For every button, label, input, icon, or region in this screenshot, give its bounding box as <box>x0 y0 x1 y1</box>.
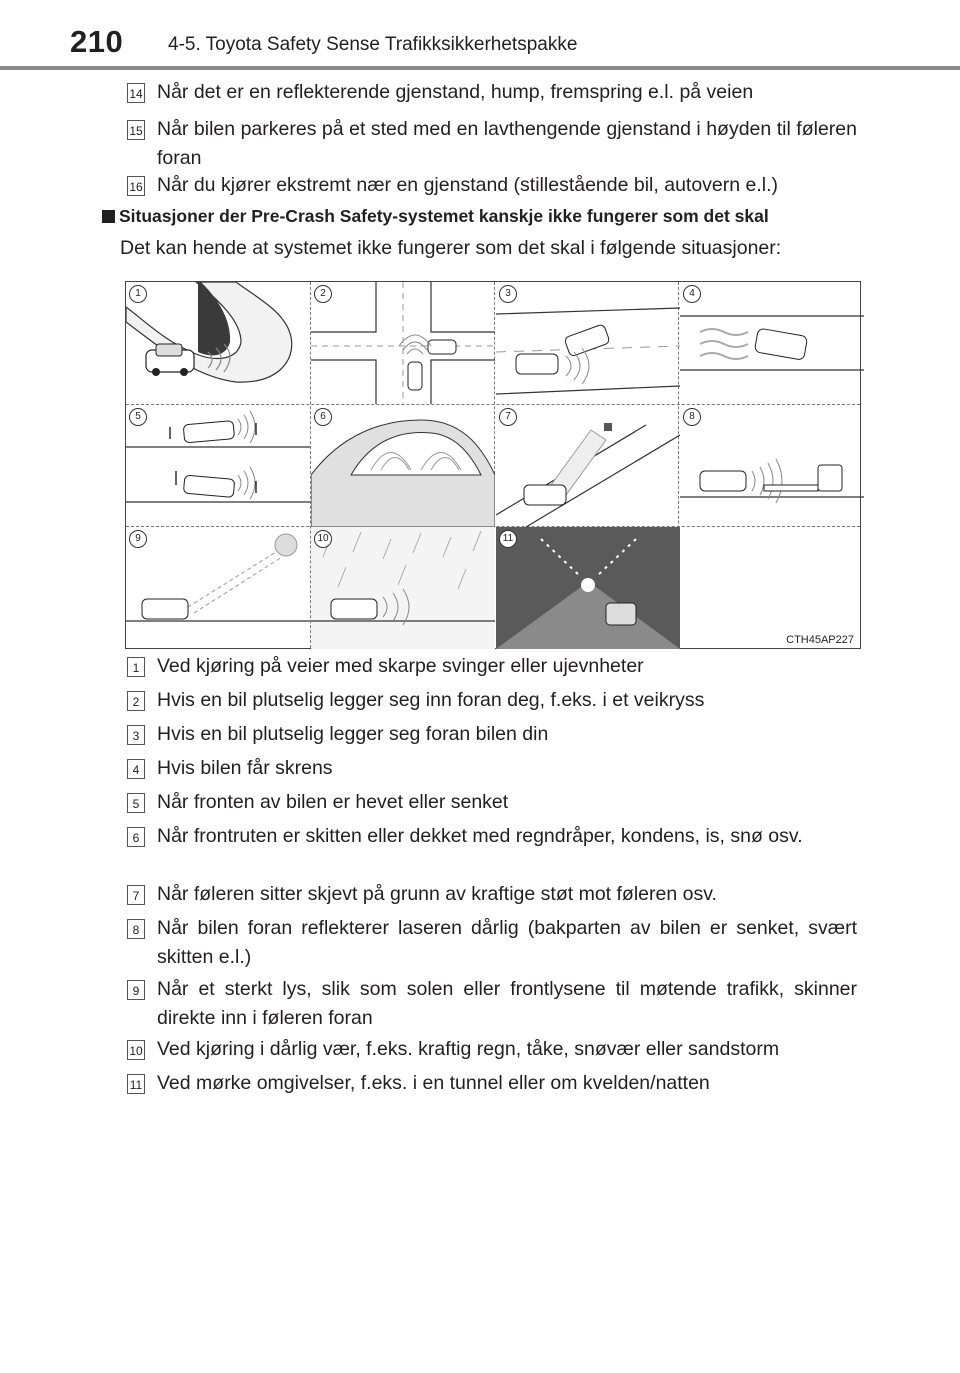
item-text: Når bilen parkeres på et sted med en lavthengende gjenstand i høyden til føleren foran <box>157 118 857 169</box>
illustration-grid <box>125 281 861 649</box>
item-number: 16 <box>127 176 145 196</box>
item-text: Når frontruten er skitten eller dekket med regndråper, kondens, is, snø osv. <box>157 825 803 847</box>
item-text: Når et sterkt lys, slik som solen eller frontlysene til møtende trafikk, skinner direkte inn i føleren foran <box>157 978 857 1029</box>
illustration-sharp-curve <box>126 282 310 404</box>
cell-number: 11 <box>499 530 517 548</box>
item-number: 11 <box>127 1074 145 1094</box>
cell-number: 3 <box>499 285 517 303</box>
illustration-tunnel <box>496 527 680 649</box>
list-item <box>127 880 857 909</box>
page-number: 210 <box>70 24 124 59</box>
square-bullet-icon <box>102 210 115 223</box>
item-number: 2 <box>127 691 145 711</box>
list-item <box>127 652 857 681</box>
cell-number: 8 <box>683 408 701 426</box>
item-number: 5 <box>127 793 145 813</box>
list-item <box>127 720 857 749</box>
illustration-raised-front <box>126 405 310 527</box>
item-number: 8 <box>127 919 145 939</box>
section-heading <box>102 206 769 227</box>
list-item <box>127 171 857 200</box>
item-text: Når føleren sitter skjevt på grunn av kraftige støt mot føleren osv. <box>157 883 717 905</box>
item-number: 6 <box>127 827 145 847</box>
item-text: Når fronten av bilen er hevet eller senket <box>157 791 509 813</box>
figure-code: CTH45AP227 <box>786 634 854 646</box>
list-item <box>127 78 857 107</box>
section-intro: Det kan hende at systemet ikke fungerer som det skal i følgende situasjoner: <box>120 237 782 259</box>
item-text: Hvis en bil plutselig legger seg foran bilen din <box>157 723 549 745</box>
cell-number: 1 <box>129 285 147 303</box>
item-number: 7 <box>127 885 145 905</box>
item-number: 4 <box>127 759 145 779</box>
cell-number: 7 <box>499 408 517 426</box>
illustration-dirty-windshield <box>311 405 495 527</box>
item-number: 1 <box>127 657 145 677</box>
item-text: Hvis en bil plutselig legger seg inn foran deg, f.eks. i et veikryss <box>157 689 705 711</box>
illustration-bad-weather <box>311 527 495 649</box>
list-item <box>127 788 857 817</box>
illustration-skid <box>680 282 864 404</box>
item-number: 9 <box>127 980 145 1000</box>
item-text: Ved kjøring i dårlig vær, f.eks. kraftig regn, tåke, snøvær eller sandstorm <box>157 1038 780 1060</box>
item-number: 14 <box>127 83 145 103</box>
list-item <box>127 1069 857 1098</box>
item-number: 3 <box>127 725 145 745</box>
item-text: Hvis bilen får skrens <box>157 757 333 779</box>
section-heading-text: Situasjoner der Pre-Crash Safety-systemet kanskje ikke fungerer som det skal <box>119 206 769 226</box>
cell-number: 2 <box>314 285 332 303</box>
list-item <box>127 975 857 1033</box>
header-divider <box>0 66 960 70</box>
cell-number: 4 <box>683 285 701 303</box>
cell-number: 10 <box>314 530 332 548</box>
item-text: Når du kjører ekstremt nær en gjenstand (stillestående bil, autovern e.l.) <box>157 174 779 196</box>
item-text: Når bilen foran reflekterer laseren dårlig (bakparten av bilen er senket, svært skitten e.l.) <box>157 917 857 968</box>
cell-number: 5 <box>129 408 147 426</box>
cell-number: 9 <box>129 530 147 548</box>
illustration-poor-reflection <box>680 405 864 527</box>
illustration-intersection <box>311 282 495 404</box>
item-text: Ved mørke omgivelser, f.eks. i en tunnel eller om kvelden/natten <box>157 1072 710 1094</box>
list-item <box>127 1035 857 1064</box>
list-item <box>127 115 857 173</box>
list-item <box>127 686 857 715</box>
list-item <box>127 822 857 851</box>
item-text: Ved kjøring på veier med skarpe svinger eller ujevnheter <box>157 655 644 677</box>
item-text: Når det er en reflekterende gjenstand, hump, fremspring e.l. på veien <box>157 81 754 103</box>
chapter-title: 4-5. Toyota Safety Sense Trafikksikkerhetspakke <box>168 34 578 55</box>
item-number: 15 <box>127 120 145 140</box>
illustration-cut-in <box>496 282 680 404</box>
illustration-strong-light <box>126 527 310 649</box>
list-item <box>127 914 857 972</box>
item-number: 10 <box>127 1040 145 1060</box>
list-item <box>127 754 857 783</box>
cell-number: 6 <box>314 408 332 426</box>
illustration-misaligned-sensor <box>496 405 680 527</box>
